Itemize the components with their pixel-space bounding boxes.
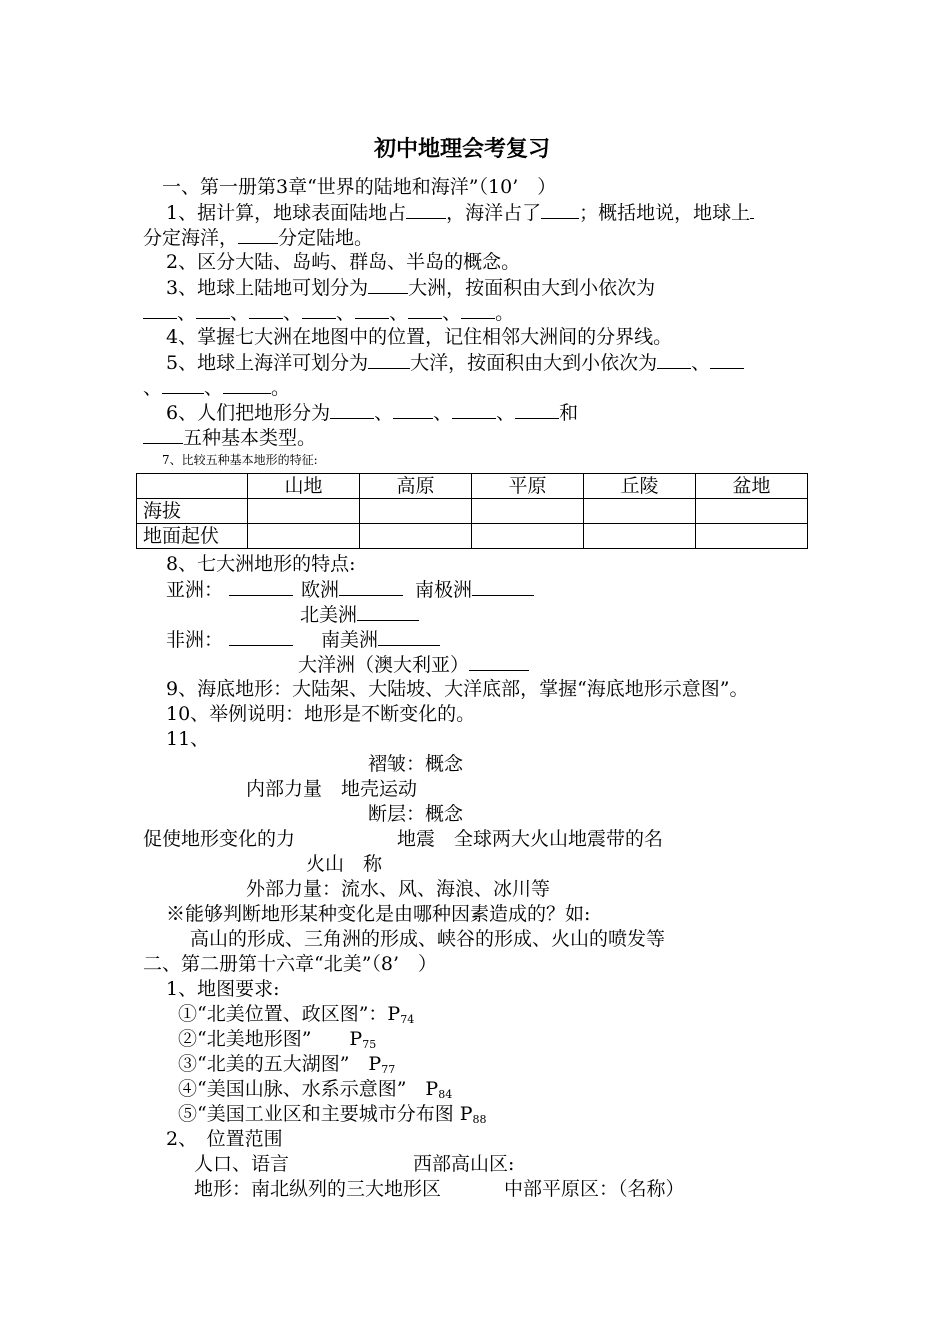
q11-examples: 高山的形成、三角洲的形成、峡谷的形成、火山的喷发等 (190, 928, 666, 950)
table-cell[interactable] (696, 499, 808, 524)
q9: 9、海底地形：大陆架、大陆坡、大洋底部，掌握“海底地形示意图”。 (166, 678, 749, 700)
table-header: 高原 (360, 474, 472, 499)
map-item: ③“北美的五大湖图” $P_{77}$ (178, 1053, 396, 1076)
table-row (137, 524, 808, 549)
table-cell[interactable] (248, 524, 360, 549)
table-header: 平原 (472, 474, 584, 499)
table-cell[interactable] (584, 499, 696, 524)
q8-heading: 8、七大洲地形的特点: (166, 553, 356, 575)
q1-line2: 分定海洋， 分定陆地。 (143, 227, 374, 249)
q5-blank-count[interactable] (368, 350, 410, 369)
s2-q2: 2、 位置范围 (166, 1128, 283, 1150)
q11-internal: 内部力量 地壳运动 (246, 778, 418, 800)
q1-blank-ocean[interactable] (541, 200, 579, 219)
q3-line2: 、 、 、 、 、 、 。 (143, 300, 514, 325)
q3-blank[interactable] (143, 300, 177, 319)
q5-line2: 、 、 。 (143, 377, 291, 399)
q11-external: 外部力量：流水、风、海浪、冰川等 (246, 878, 551, 900)
q11-number: 11、 (166, 728, 210, 750)
q8-line4: 大洋洲（澳大利亚） (298, 652, 529, 677)
q3-blank-count[interactable] (368, 275, 408, 294)
q3-blank[interactable] (249, 300, 283, 319)
table-cell[interactable] (584, 524, 696, 549)
q11-volcano: 火山 称 (306, 853, 383, 875)
table-header: 山地 (248, 474, 360, 499)
europe-blank[interactable] (339, 577, 403, 596)
map-item: ②“北美地形图” $P_{75}$ (178, 1028, 377, 1051)
page-title: 初中地理会考复习 (374, 137, 551, 162)
antarctica-blank[interactable] (472, 577, 534, 596)
landform-table (136, 473, 808, 549)
section2-heading: 二、第二册第十六章“北美”（8’ ） (143, 953, 438, 975)
s2-west: 西部高山区: (413, 1153, 515, 1175)
q6-line2: 五种基本类型。 (143, 425, 316, 450)
q5-blank[interactable] (162, 375, 204, 394)
asia-blank[interactable] (229, 577, 293, 596)
q5-blank[interactable] (657, 350, 691, 369)
table-cell[interactable] (248, 499, 360, 524)
africa-blank[interactable] (229, 627, 293, 646)
north-america-blank[interactable] (357, 602, 419, 621)
table-header-row (137, 474, 808, 499)
q10: 10、举例说明：地形是不断变化的。 (166, 703, 476, 725)
q8-line1: 亚洲： 欧洲 南极洲 (166, 577, 534, 602)
map-item: ⑤“美国工业区和主要城市分布图 $P_{88}$ (178, 1103, 487, 1126)
q5-blank[interactable] (710, 350, 744, 369)
table-row (137, 499, 808, 524)
q5-line1: 5、地球上海洋可划分为 大洋，按面积由大到小依次为 、 (166, 350, 744, 375)
table-cell[interactable] (472, 499, 584, 524)
q6-blank[interactable] (143, 425, 183, 444)
table-cell[interactable] (696, 524, 808, 549)
q11-judge: ※能够判断地形某种变化是由哪种因素造成的？如: (166, 903, 591, 925)
q3-blank[interactable] (461, 300, 495, 319)
table-header: 盆地 (696, 474, 808, 499)
q6-blank[interactable] (452, 400, 496, 419)
q11-force: 促使地形变化的力 (143, 828, 296, 850)
q1-blank-end[interactable] (750, 200, 754, 219)
q5-blank[interactable] (223, 375, 271, 394)
q7: 7、比较五种基本地形的特征: (162, 453, 318, 467)
q3-blank[interactable] (408, 300, 442, 319)
q11-fold: 褶皱：概念 (368, 753, 464, 775)
q1-blank-ocean-part[interactable] (238, 225, 278, 244)
q6-line1: 6、人们把地形分为 、 、 、 和 (166, 402, 579, 424)
q3-line1: 3、地球上陆地可划分为 大洲，按面积由大到小依次为 (166, 277, 656, 299)
s2-q1: 1、地图要求: (166, 978, 280, 1000)
table-cell[interactable] (472, 524, 584, 549)
q8-line3: 非洲： 南美洲 (166, 627, 440, 652)
q3-blank[interactable] (196, 300, 230, 319)
q6-blank[interactable] (330, 400, 374, 419)
q11-quake: 地震 全球两大火山地震带的名 (397, 828, 664, 850)
q8-line2: 北美洲 (300, 602, 419, 627)
s2-central: 中部平原区：（名称） (504, 1178, 685, 1200)
row-label: 海拔 (137, 499, 248, 524)
s2-landform: 地形：南北纵列的三大地形区 (194, 1178, 442, 1200)
section1-heading: 一、第一册第3章“世界的陆地和海洋”（10’ ） (162, 176, 557, 198)
q3-blank[interactable] (355, 300, 389, 319)
row-label: 地面起伏 (137, 524, 248, 549)
q4: 4、掌握七大洲在地图中的位置，记住相邻大洲间的分界线。 (166, 326, 673, 348)
table-header: 丘陵 (584, 474, 696, 499)
map-item: ①“北美位置、政区图”：$P_{74}$ (178, 1003, 415, 1026)
q11-fault: 断层：概念 (368, 803, 464, 825)
table-cell[interactable] (360, 524, 472, 549)
map-item: ④“美国山脉、水系示意图” $P_{84}$ (178, 1078, 453, 1101)
q3-blank[interactable] (302, 300, 336, 319)
q1-blank-land[interactable] (406, 200, 446, 219)
q1-line1: 1、据计算，地球表面陆地占 ，海洋占了 ；概括地说，地球上 (166, 200, 754, 225)
oceania-blank[interactable] (469, 652, 529, 671)
q2: 2、区分大陆、岛屿、群岛、半岛的概念。 (166, 251, 521, 273)
table-cell[interactable] (360, 499, 472, 524)
s2-population: 人口、语言 (194, 1153, 290, 1175)
q6-blank[interactable] (515, 400, 559, 419)
table-header (137, 474, 248, 499)
q6-blank[interactable] (393, 400, 433, 419)
south-america-blank[interactable] (378, 627, 440, 646)
